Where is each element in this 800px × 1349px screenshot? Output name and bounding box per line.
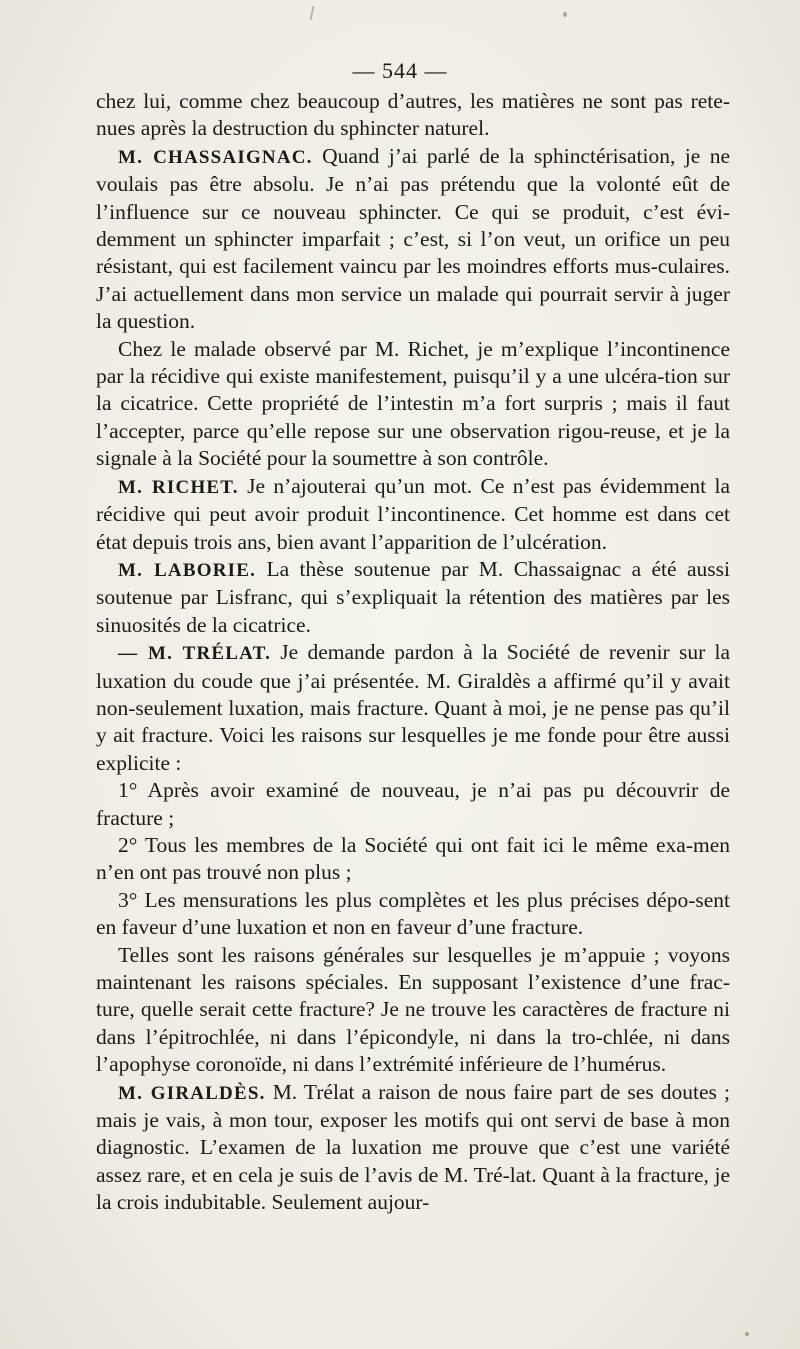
list-item — [96, 777, 730, 832]
paragraph — [96, 143, 730, 336]
body-text — [96, 88, 730, 1217]
paragraph-text: Chez le malade observé par M. Richet, je m’explique l’incontinence par la récidive qui existe manifestement, puisqu’il y a une ulcéra-tion sur la cicatrice. Cette propriété de l’intestin m’a fort surpris ; mais il faut l’accepter, parce qu’elle repose sur une observation rigou-reuse, et je la signale à la Société pour la soumettre à son contrôle. — [96, 336, 730, 471]
speaker-name: M. LABORIE. — [118, 559, 257, 581]
paragraph-text: La thèse soutenue par M. Chassaignac a été aussi soutenue par Lisfranc, qui s’expliquait la rétention des matières par les sinuosités de la cicatrice. — [96, 556, 730, 637]
speaker-name: — M. TRÉLAT. — [118, 643, 272, 665]
speaker-name: M. CHASSAIGNAC. — [118, 146, 313, 168]
paragraph — [96, 88, 730, 143]
page-number: — 544 — — [352, 58, 448, 83]
paragraph-text: Je demande pardon à la Société de revenir sur la luxation du coude que j’ai présentée. M. Giraldès a affirmé qu’il y avait non-seulement luxation, mais fracture. Quant à moi, je ne pense pas qu’il y ait fracture. Voici les raisons sur lesquelles je me fonde pour être aussi explicite : — [96, 640, 730, 775]
paragraph-text: M. Trélat a raison de nous faire part de ses doutes ; mais je vais, à mon tour, exposer les motifs qui ont servi de base à mon diagnostic. L’examen de la luxation me prouve que c’est une variété assez rare, et en cela je suis de l’avis de M. Tré-lat. Quant à la fracture, je la crois indubitable. Seulement aujour- — [96, 1079, 730, 1215]
scan-speck — [310, 6, 315, 20]
paragraph — [96, 473, 730, 556]
paragraph — [96, 556, 730, 639]
scan-speck — [745, 1332, 749, 1336]
paragraph-text: 3° Les mensurations les plus complètes et les plus précises dépo-sent en faveur d’une luxation et non en faveur d’une fracture. — [96, 887, 730, 940]
paragraph — [96, 336, 730, 473]
paragraph-text: 1° Après avoir examiné de nouveau, je n’ai pas pu découvrir de fracture ; — [96, 778, 730, 830]
speaker-name: M. RICHET. — [118, 476, 239, 498]
speaker-name: M. GIRALDÈS. — [118, 1082, 266, 1104]
paragraph-text: Je n’ajouterai qu’un mot. Ce n’est pas évidemment la récidive qui peut avoir produit l’incontinence. Cet homme est dans cet état depuis trois ans, bien avant l’apparition de l’ulcération. — [96, 473, 731, 554]
list-item — [96, 887, 730, 942]
paragraph-text: chez lui, comme chez beaucoup d’autres, les matières ne sont pas rete-nues après la destruction du sphincter naturel. — [96, 89, 730, 141]
paragraph — [96, 1079, 730, 1217]
scan-speck — [563, 12, 567, 17]
paragraph-text: 2° Tous les membres de la Société qui ont fait ici le même exa-men n’en ont pas trouvé non plus ; — [96, 832, 730, 885]
paragraph-text: Quand j’ai parlé de la sphinctérisation, je ne voulais pas être absolu. Je n’ai pas prétendu que la volonté eût de l’influence sur ce nouveau sphincter. Ce qui se produit, c’est évi-demment un sphincter imparfait ; c’est, si l’on veut, un orifice un peu résistant, qui est facilement vaincu par les moindres efforts mus-culaires. J’ai actuellement dans mon service un malade qui pourrait servir à juger la question. — [96, 143, 730, 334]
paragraph — [96, 942, 730, 1079]
paragraph-text: Telles sont les raisons générales sur lesquelles je m’appuie ; voyons maintenant les raisons spéciales. En supposant l’existence d’une frac-ture, quelle serait cette fracture? Je ne trouve les caractères de fracture ni dans l’épitrochlée, ni dans l’épicondyle, ni dans la tro-chlée, ni dans l’apophyse coronoïde, ni dans l’extrémité inférieure de l’humérus. — [96, 942, 730, 1077]
list-item — [96, 832, 730, 887]
paragraph — [96, 639, 730, 777]
